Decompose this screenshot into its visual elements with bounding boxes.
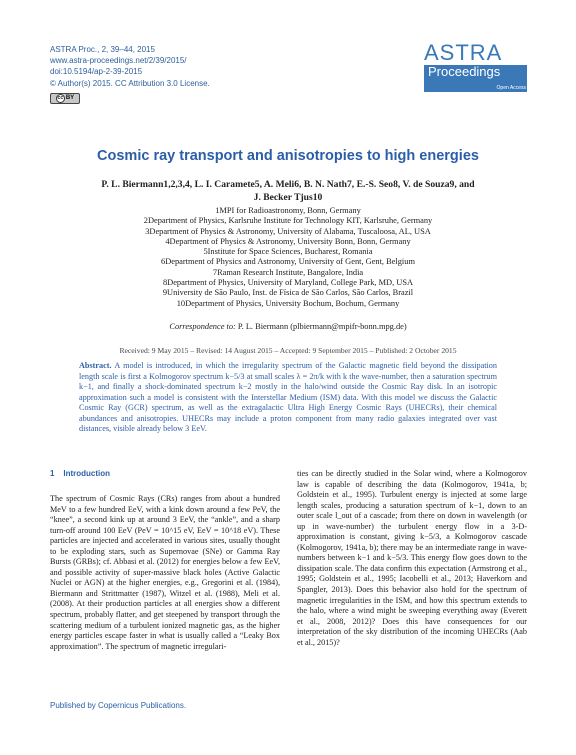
abstract-label: Abstract.	[79, 361, 112, 370]
publication-dates: Received: 9 May 2015 – Revised: 14 August 2015 – Accepted: 9 September 2015 – Published: 2 October 2015	[119, 346, 457, 355]
author-line-1: P. L. Biermann1,2,3,4, L. I. Caramete5, A. Meli6, B. N. Nath7, E.-S. Seo8, V. de Souza9, and	[101, 179, 475, 190]
correspondence-text[interactable]: P. L. Biermann (plbiermann@mpifr-bonn.mpg.de)	[237, 322, 407, 331]
cc-by-label: BY	[65, 95, 75, 101]
section-heading	[50, 469, 110, 478]
affiliation: 4Department of Physics & Astronomy, University Bonn, Bonn, Germany	[165, 236, 411, 246]
affiliation: 10Department of Physics, University Bochum, Bochum, Germany	[176, 298, 400, 308]
affiliation-list	[60, 206, 516, 309]
logo-proceedings-text: Proceedings	[428, 64, 501, 79]
author-line-2: J. Becker Tjus10	[253, 192, 323, 203]
section-title: Introduction	[63, 469, 110, 478]
abstract-text: A model is introduced, in which the irregularity spectrum of the Galactic magnetic field beyond the dissipation length scale is first a Kolmogorov spectrum k−5/3 at small scales λ = 2π/k with k the wave-number, then a saturation spectrum k−1, and finally a shock-dominated spectrum k−2 mostly in the halo/wind outside the Cosmic Ray disk. In an isotropic approximation such a model is consistent with the Interstellar Medium (ISM) data. With this model we discuss the Galactic Cosmic Ray (GCR) spectrum, as well as the extragalactic Ultra High Energy Cosmic Rays (UHECRs), their chemical abundances and anisotropies. UHECRs may include a proton component from many radio galaxies integrated over vast distances, visible already below 3 EeV.	[79, 361, 497, 434]
affiliation: 8Department of Physics, University of Maryland, College Park, MD, USA	[162, 278, 414, 288]
affiliation: 3Department of Physics & Astronomy, University of Alabama, Tuscaloosa, AL, USA	[145, 226, 431, 236]
affiliation: 2Department of Physics, Karlsruhe Institute for Technology KIT, Karlsruhe, Germany	[143, 216, 433, 226]
astra-logo	[420, 40, 530, 92]
journal-doi[interactable]: doi:10.5194/ap-2-39-2015	[50, 67, 143, 77]
correspondence-label: Correspondence to:	[169, 322, 236, 331]
cc-license-icon[interactable]: cc BY	[50, 93, 80, 104]
correspondence	[0, 322, 576, 331]
logo-open-access-text: Open Access	[496, 85, 526, 91]
body-column-right	[297, 469, 527, 648]
author-list	[100, 178, 476, 204]
abstract	[79, 361, 497, 435]
journal-header	[50, 44, 210, 89]
affiliation: 7Raman Research Institute, Bangalore, India	[212, 267, 364, 277]
logo-astra-text: ASTRA	[424, 40, 503, 65]
affiliation: 6Department of Physics and Astronomy, University of Gent, Gent, Belgium	[161, 257, 415, 267]
body-column-left	[50, 494, 280, 652]
affiliation: 9University de São Paulo, Inst. de Física de São Carlos, São Carlos, Brazil	[162, 288, 414, 298]
affiliation: 1MPI for Radioastronomy, Bonn, Germany	[215, 206, 361, 215]
journal-url[interactable]: www.astra-proceedings.net/2/39/2015/	[50, 56, 187, 66]
copyright-line: © Author(s) 2015. CC Attribution 3.0 License.	[50, 78, 210, 88]
paper-title: Cosmic ray transport and anisotropies to high energies	[97, 148, 479, 164]
publisher-footer: Published by Copernicus Publications.	[50, 701, 187, 710]
section-number: 1	[50, 469, 55, 478]
body-paragraph: ties can be directly studied in the Solar wind, where a Kolmogorov law is capable of describing the data (Kolmogorov, 1941a, b; Goldstein et al., 1995). Turbulent energy is injected at some large length scales, producing a saturation spectrum of k−1, down to an outer scale l_out of a cascade; from there on down in wavelength (or up in wave-number) the turbulent energy flow in a 3-D-approximation is constant, giving k−5/3, a Kolmogorov cascade (Kolmogorov, 1941a, b); there may be an intermediate range in wave-numbers between k−1 and k−5/3. This energy flow goes down to the dissipation scale. The data confirm this expectation (Armstrong et al., 1995; Goldstein et al., 1995; Iacobelli et al., 2013; Haverkorn and Spangler, 2013). Does this behavior also hold for the spectrum of magnetic irregularities in the ISM, and how this spectrum extends to the halo, where a wind might be sweeping everything away (Everett et al., 2008, 2012)? Does this have consequences for our interpretation of the sky distribution of the incoming UHECRs (Aab et al., 2015)?	[297, 469, 527, 647]
journal-citation: ASTRA Proc., 2, 39–44, 2015	[50, 45, 155, 54]
affiliation: 5Institute for Space Sciences, Bucharest, Romania	[203, 247, 373, 257]
body-paragraph: The spectrum of Cosmic Rays (CRs) ranges from about a hundred MeV to a few hundred EeV, with a kink down around a few PeV, the “knee”, a second kink up at around 3 EeV, the “ankle”, and a sharp turn-off around 100 EeV (PeV = 10^15 eV, EeV = 10^18 eV). These particles are injected and accelerated in various sites, usually thought to be exploding stars, such as Supernovae (SNe) or Gamma Ray Bursts (GRBs); cf. Abbasi et al. (2012) for energies below a few EeV, and possible activity of super-massive black holes (Active Galactic Nuclei or AGN) at the higher energies, e.g., Gregorini et al. (1984), Biermann and Strittmatter (1987), Witzel et al. (1988), Meli et al. (2008). At their production particles at all energies show a different spectrum, probably flatter, and get steepened by transport through the scattering medium of a turbulent ionized magnetic gas, as the higher energy particles escape faster in what is usually called a “Leaky Box approximation”. The spectrum of magnetic irregulari-	[50, 494, 280, 651]
